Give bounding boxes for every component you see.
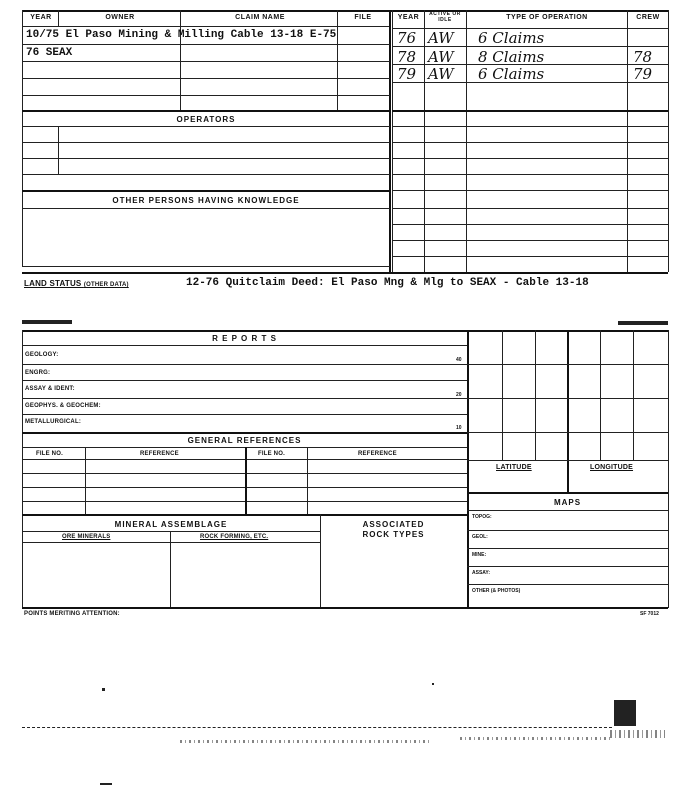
maps-assay: ASSAY: — [472, 570, 491, 576]
ops-entry-3-type: 6 Claims — [478, 65, 545, 83]
genref-header-ref-1: REFERENCE — [140, 451, 179, 457]
report-metallurgical-label: METALLURGICAL: — [25, 419, 82, 425]
maps-other: OTHER (& PHOTOS) — [472, 588, 521, 594]
ops-entry-1-status: AW — [428, 29, 454, 47]
longitude-label: LONGITUDE — [590, 464, 634, 471]
associated-rock-line1: ASSOCIATED — [362, 520, 425, 529]
ops-entry-2-type: 8 Claims — [478, 48, 545, 66]
scan-blot — [614, 700, 636, 726]
general-references-title: GENERAL REFERENCES — [187, 436, 302, 445]
form-code: SF 7012 — [640, 611, 659, 617]
land-status-value: 12-76 Quitclaim Deed: El Paso Mng & Mlg to SEAX - Cable 13-18 — [186, 277, 589, 289]
report-engrg-label: ENGRG: — [25, 370, 51, 376]
knowledge-title: OTHER PERSONS HAVING KNOWLEDGE — [112, 196, 300, 205]
maps-geol: GEOL: — [472, 534, 488, 540]
claims-name-header: CLAIM NAME — [235, 14, 285, 21]
rock-forming-header: ROCK FORMING, ETC. — [200, 534, 269, 540]
report-assay-num: 20 — [456, 392, 462, 398]
claims-owner-header: OWNER — [105, 14, 135, 21]
ops-active-header: ACTIVE OR IDLE — [429, 11, 461, 23]
claims-file-header: FILE — [354, 14, 372, 21]
ops-crew-header: CREW — [636, 14, 660, 21]
associated-rock-line2: ROCK TYPES — [362, 530, 425, 539]
ops-entry-3-crew: 79 — [633, 65, 653, 83]
claim-row-2: 76 SEAX — [26, 47, 73, 59]
report-assay-label: ASSAY & IDENT: — [25, 386, 75, 392]
ore-minerals-header: ORE MINERALS — [62, 534, 111, 540]
claims-year-header: YEAR — [30, 14, 52, 21]
genref-header-ref-2: REFERENCE — [358, 451, 397, 457]
ops-entry-2-status: AW — [428, 48, 454, 66]
land-status-title: LAND STATUS — [24, 279, 82, 288]
ops-entry-3-year: 79 — [397, 65, 417, 83]
report-metallurgical-num: 10 — [456, 425, 462, 431]
maps-topog: TOPOG: — [472, 514, 492, 520]
genref-header-file-2: FILE NO. — [258, 451, 285, 457]
operators-title: OPERATORS — [176, 115, 236, 124]
ops-entry-2-crew: 78 — [633, 48, 653, 66]
land-status-sublabel: (OTHER DATA) — [83, 282, 129, 288]
maps-title: MAPS — [553, 498, 582, 507]
ops-year-header: YEAR — [397, 14, 420, 21]
mineral-title: MINERAL ASSEMBLAGE — [114, 520, 228, 529]
report-geophys-label: GEOPHYS. & GEOCHEM: — [25, 403, 101, 409]
latitude-label: LATITUDE — [496, 464, 532, 471]
genref-header-file-1: FILE NO. — [36, 451, 63, 457]
ops-entry-1-type: 6 Claims — [478, 29, 545, 47]
ops-entry-2-year: 78 — [397, 48, 417, 66]
report-geology-num: 40 — [456, 357, 462, 363]
ops-entry-1-year: 76 — [397, 29, 417, 47]
maps-mine: MINE: — [472, 552, 487, 558]
land-status-label — [24, 279, 129, 288]
ops-entry-3-status: AW — [428, 65, 454, 83]
claim-row-1: 10/75 El Paso Mining & Milling Cable 13-18 E-75 — [26, 29, 337, 41]
report-geology-label: GEOLOGY: — [25, 352, 59, 358]
points-label: POINTS MERITING ATTENTION: — [24, 611, 120, 617]
reports-title: R E P O R T S — [212, 334, 277, 343]
ops-type-header: TYPE OF OPERATION — [506, 14, 588, 21]
